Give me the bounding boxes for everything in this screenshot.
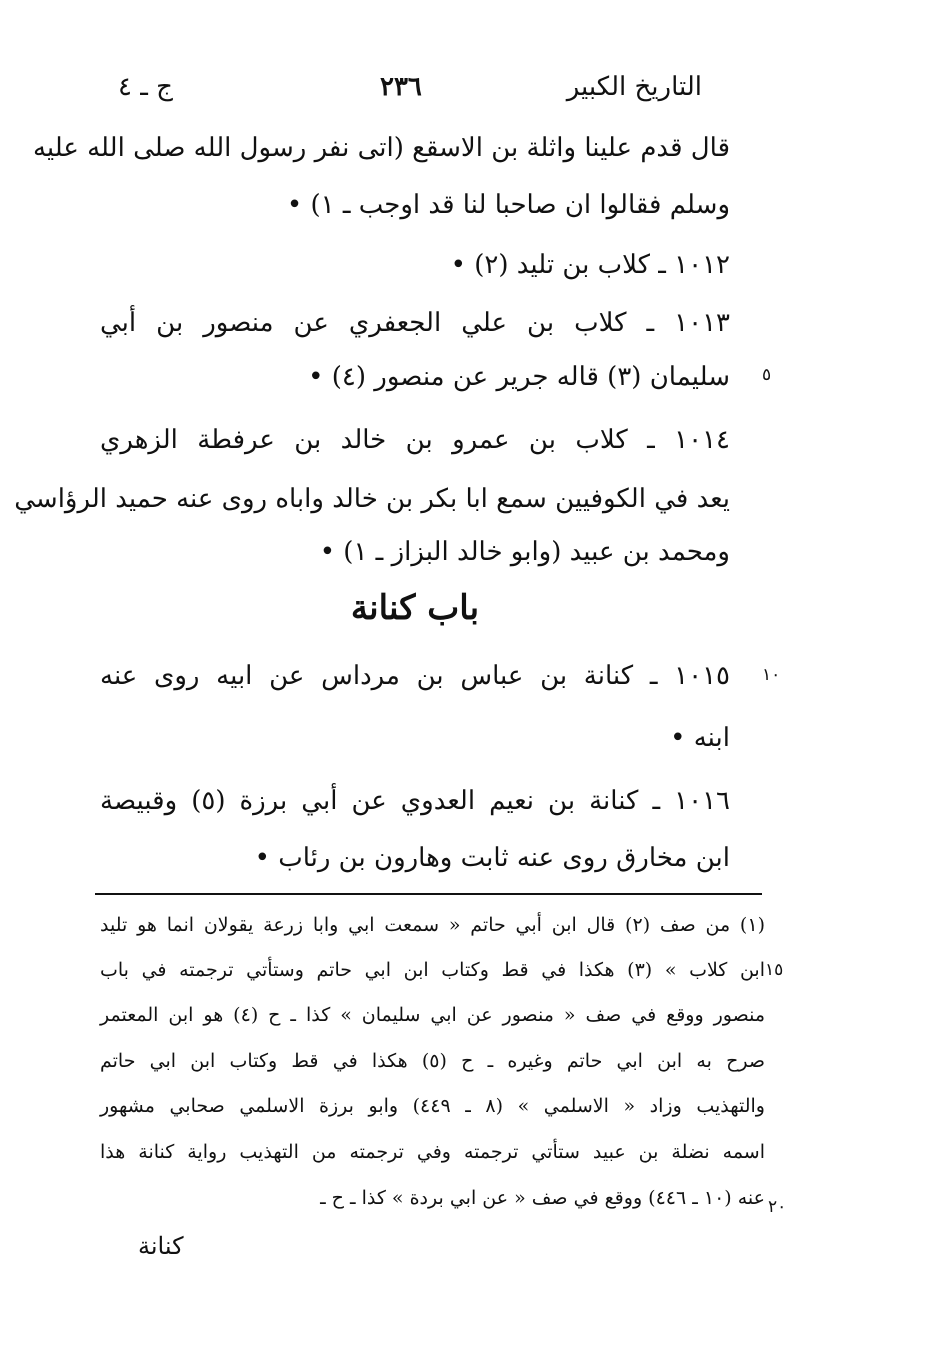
- section-heading: باب كنانة: [350, 588, 480, 628]
- body-line: قال قدم علينا واثلة بن الاسقع (اتى نفر رسول الله صلى الله عليه: [32, 133, 730, 163]
- body-line: ومحمد بن عبيد (وابو خالد البزاز ـ ١) •: [319, 537, 730, 567]
- body-line: وسلم فقالوا ان صاحبا لنا قد اوجب ـ ١) •: [286, 190, 730, 220]
- line-number-10: ١٠: [762, 665, 781, 685]
- entry-1015: ١٠١٥ ـ كنانة بن عباس بن مرداس عن ابيه روى عنه: [100, 661, 730, 691]
- footnote-line: ابن كلاب » (٣) هكذا في قط وكتاب ابن ابي حاتم وستأتي ترجمته في باب: [100, 959, 765, 981]
- body-line: سليمان (٣) قاله جرير عن منصور (٤) •: [308, 362, 730, 392]
- line-number-5: ٥: [762, 365, 772, 385]
- line-number-20: ٢٠: [768, 1197, 787, 1217]
- footnote-line: عنه (١٠ ـ ٤٤٦) ووقع في صف « عن ابي بردة » كذا ـ ح ـ: [320, 1187, 765, 1209]
- footnote-line: اسمه نضلة بن عبيد ستأتي ترجمته وفي ترجمته من التهذيب رواية كنانة هذا: [100, 1141, 765, 1163]
- page-number: ٢٣٦: [380, 72, 422, 102]
- footnote-line: (١) من صف (٢) قال ابن أبي حاتم « سمعت ابي وابا زرعة يقولان انما هو تليد: [100, 914, 765, 936]
- volume-indicator: ج ـ ٤: [118, 72, 173, 102]
- entry-1012: ١٠١٢ ـ كلاب بن تليد (٢) •: [450, 250, 730, 280]
- line-number-15: ١٥: [765, 960, 784, 980]
- entry-1016: ١٠١٦ ـ كنانة بن نعيم العدوي عن أبي برزة (٥) وقبيصة: [100, 786, 730, 816]
- entry-1013: ١٠١٣ ـ كلاب بن علي الجعفري عن منصور بن أبي: [100, 308, 730, 338]
- body-line: ابن مخارق روى عنه ثابت وهارون بن رئاب •: [254, 843, 730, 873]
- footnote-separator: [95, 893, 762, 895]
- body-line: ابنه •: [670, 723, 730, 753]
- catchword: كنانة: [138, 1232, 184, 1260]
- body-line: يعد في الكوفيين سمع ابا بكر بن خالد واباه روى عنه حميد الرؤاسي: [14, 484, 730, 514]
- running-title: التاريخ الكبير: [566, 72, 702, 102]
- footnote-line: والتهذيب وزاد « الاسلمي » (٨ ـ ٤٤٩) وابو برزة الاسلمي صحابي مشهور: [100, 1095, 765, 1117]
- footnote-line: منصور ووقع في صف « منصور عن ابي سليمان » كذا ـ ح (٤) هو ابن المعتمر: [100, 1004, 765, 1026]
- entry-1014: ١٠١٤ ـ كلاب بن عمرو بن خالد بن عرفطة الزهري: [100, 425, 730, 455]
- footnote-line: صرح به ابن ابي حاتم وغيره ـ ح (٥) هكذا في قط وكتاب ابن ابي حاتم: [100, 1050, 765, 1072]
